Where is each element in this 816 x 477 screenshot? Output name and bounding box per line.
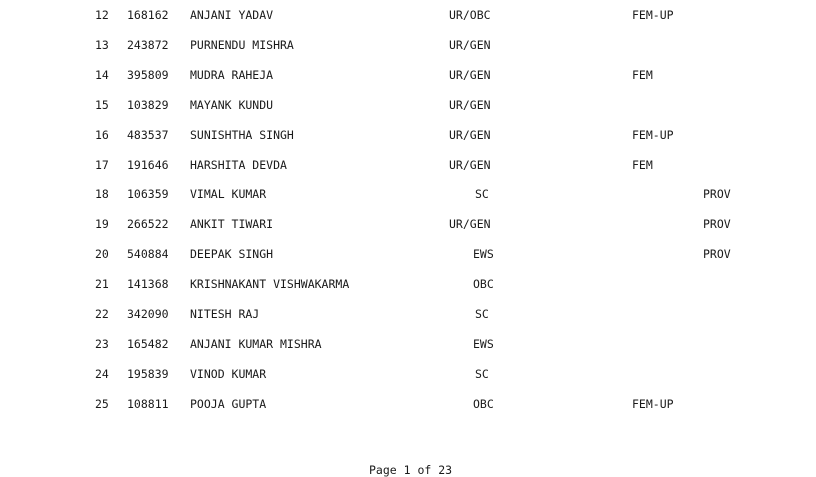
roll-number: 191646 [127, 157, 169, 172]
category: UR/GEN [449, 217, 491, 232]
category: SC [475, 307, 489, 321]
candidate-name: ANJANI KUMAR MISHRA [190, 336, 322, 351]
provisional-status: PROV [703, 247, 731, 262]
table-row [0, 244, 816, 264]
table-row [0, 5, 816, 25]
candidate-name: VINOD KUMAR [190, 366, 267, 381]
candidate-name: MUDRA RAHEJA [190, 67, 274, 82]
candidate-name: VIMAL KUMAR [190, 187, 267, 202]
category: EWS [473, 247, 494, 262]
category: UR/GEN [449, 97, 491, 112]
candidate-name: NITESH RAJ [190, 307, 260, 321]
category: UR/OBC [449, 8, 491, 22]
serial-number: 22 [95, 307, 109, 321]
serial-number: 15 [95, 97, 109, 112]
serial-number: 25 [95, 396, 109, 411]
candidate-name: ANKIT TIWARI [190, 217, 274, 232]
horizontal-category: FEM [632, 157, 653, 172]
table-row [0, 274, 816, 294]
provisional-status: PROV [703, 187, 731, 202]
roll-number: 195839 [127, 366, 169, 381]
roll-number: 165482 [127, 336, 169, 351]
candidate-name: SUNISHTHA SINGH [190, 127, 294, 142]
table-row [0, 155, 816, 175]
horizontal-category: FEM-UP [632, 127, 674, 142]
roll-number: 483537 [127, 127, 169, 142]
category: OBC [473, 396, 494, 411]
table-row [0, 304, 816, 324]
page-footer: Page 1 of 23 [369, 463, 453, 477]
table-row [0, 125, 816, 145]
roll-number: 108811 [127, 396, 169, 411]
roll-number: 540884 [127, 247, 169, 262]
category: UR/GEN [449, 37, 491, 52]
category: OBC [473, 277, 494, 292]
category: SC [475, 366, 489, 381]
roll-number: 141368 [127, 277, 169, 292]
roll-number: 106359 [127, 187, 169, 202]
candidate-name: MAYANK KUNDU [190, 97, 274, 112]
candidate-name: POOJA GUPTA [190, 396, 267, 411]
serial-number: 21 [95, 277, 109, 292]
candidate-name: KRISHNAKANT VISHWAKARMA [190, 277, 350, 292]
roll-number: 342090 [127, 307, 169, 321]
horizontal-category: FEM [632, 67, 653, 82]
category: UR/GEN [449, 157, 491, 172]
table-row [0, 214, 816, 234]
provisional-status: PROV [703, 217, 731, 232]
candidate-name: HARSHITA DEVDA [190, 157, 287, 172]
table-row [0, 334, 816, 354]
serial-number: 23 [95, 336, 109, 351]
horizontal-category: FEM-UP [632, 396, 674, 411]
table-row [0, 394, 816, 414]
table-row [0, 364, 816, 384]
serial-number: 19 [95, 217, 109, 232]
serial-number: 17 [95, 157, 109, 172]
category: UR/GEN [449, 67, 491, 82]
table-row [0, 35, 816, 55]
serial-number: 16 [95, 127, 109, 142]
horizontal-category: FEM-UP [632, 8, 674, 22]
roll-number: 243872 [127, 37, 169, 52]
category: SC [475, 187, 489, 202]
roll-number: 395809 [127, 67, 169, 82]
table-row [0, 184, 816, 204]
roll-number: 266522 [127, 217, 169, 232]
candidate-name: DEEPAK SINGH [190, 247, 274, 262]
serial-number: 20 [95, 247, 109, 262]
category: UR/GEN [449, 127, 491, 142]
roll-number: 168162 [127, 8, 169, 22]
table-row [0, 65, 816, 85]
serial-number: 14 [95, 67, 109, 82]
serial-number: 24 [95, 366, 109, 381]
table-row [0, 95, 816, 115]
serial-number: 18 [95, 187, 109, 202]
candidate-name: PURNENDU MISHRA [190, 37, 294, 52]
candidate-name: ANJANI YADAV [190, 8, 274, 22]
serial-number: 12 [95, 8, 109, 22]
category: EWS [473, 336, 494, 351]
roll-number: 103829 [127, 97, 169, 112]
serial-number: 13 [95, 37, 109, 52]
